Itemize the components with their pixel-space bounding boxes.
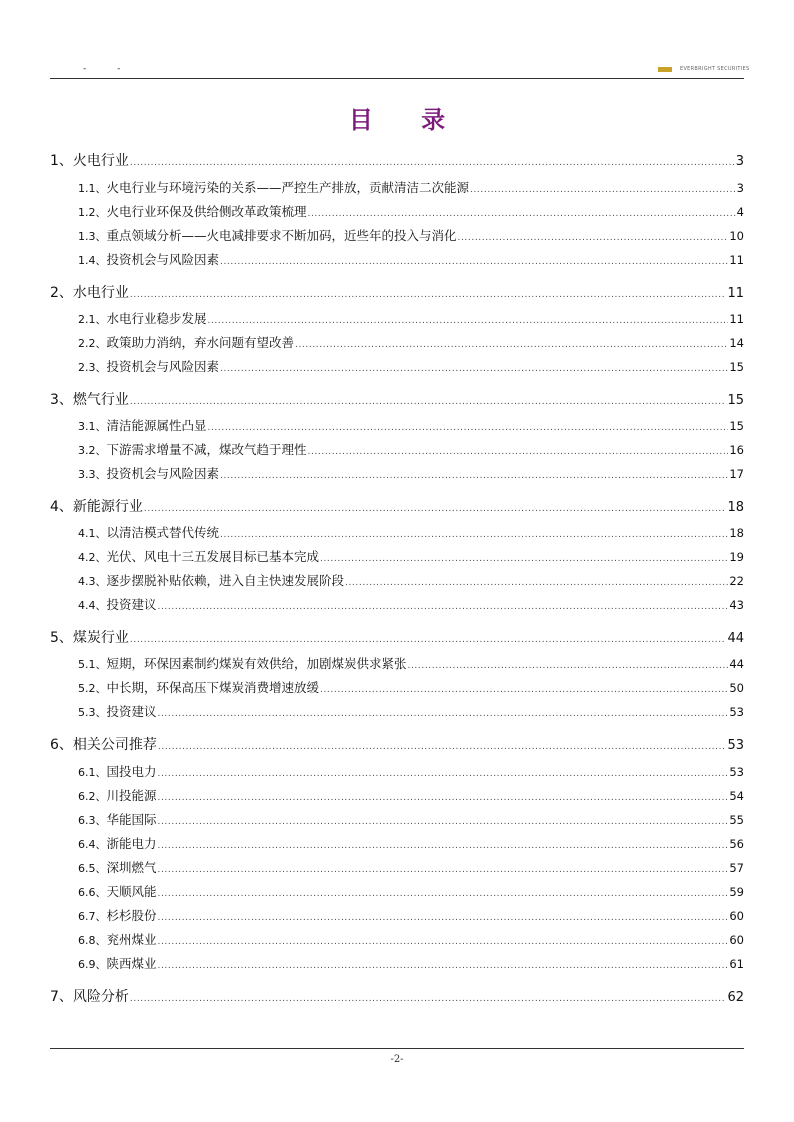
toc-entry-number: 6.6、 bbox=[78, 886, 107, 899]
toc-entry-number: 3.1、 bbox=[78, 420, 107, 433]
toc-dot-leader bbox=[158, 961, 729, 971]
toc-dot-leader bbox=[158, 742, 727, 752]
toc-entry-title: 杉杉股份 bbox=[106, 908, 157, 923]
toc-section-entry[interactable] bbox=[78, 930, 744, 948]
toc-entry-page: 15 bbox=[729, 419, 744, 433]
toc-entry-title: 新能源行业 bbox=[72, 499, 143, 515]
toc-dot-leader bbox=[158, 841, 729, 851]
toc-section-entry[interactable] bbox=[78, 858, 744, 876]
toc-dot-leader bbox=[158, 913, 729, 923]
toc-entry-title: 光伏、风电十三五发展目标已基本完成 bbox=[106, 549, 320, 564]
toc-entry-title: 火电行业环保及供给侧改革政策梳理 bbox=[106, 204, 307, 219]
toc-section-entry[interactable] bbox=[78, 309, 744, 327]
toc-dot-leader bbox=[158, 889, 729, 899]
toc-entry-page: 15 bbox=[727, 393, 744, 408]
toc-entry-page: 18 bbox=[727, 500, 744, 515]
toc-entry-title: 相关公司推荐 bbox=[72, 737, 157, 753]
toc-entry-title: 投资机会与风险因素 bbox=[106, 252, 220, 267]
toc-entry-number: 1.1、 bbox=[78, 182, 107, 195]
toc-entry-page: 43 bbox=[729, 598, 744, 612]
toc-entry-title: 煤炭行业 bbox=[72, 630, 129, 646]
toc-entry-number: 5.3、 bbox=[78, 706, 107, 719]
toc-entry-title: 水电行业稳步发展 bbox=[106, 311, 207, 326]
toc-section-entry[interactable] bbox=[78, 702, 744, 720]
toc-dot-leader bbox=[130, 397, 727, 407]
toc-entry-title: 国投电力 bbox=[106, 764, 157, 779]
toc-section-entry[interactable] bbox=[78, 810, 744, 828]
page-number: -2- bbox=[390, 1054, 404, 1065]
toc-entry-title: 川投能源 bbox=[106, 788, 157, 803]
toc-entry-number: 6.9、 bbox=[78, 958, 107, 971]
toc-entry-number: 1.2、 bbox=[78, 206, 107, 219]
toc-dot-leader bbox=[345, 578, 728, 588]
toc-entry-number: 5.1、 bbox=[78, 658, 107, 671]
toc-entry-number: 2、 bbox=[50, 285, 73, 301]
toc-entry-title: 华能国际 bbox=[106, 812, 157, 827]
toc-dot-leader bbox=[158, 709, 729, 719]
toc-entry-page: 56 bbox=[729, 837, 744, 851]
toc-dot-leader bbox=[220, 530, 728, 540]
toc-entry-number: 4.1、 bbox=[78, 527, 107, 540]
toc-section-entry[interactable] bbox=[78, 178, 744, 196]
toc-entry-page: 11 bbox=[727, 286, 744, 301]
toc-dot-leader bbox=[130, 290, 727, 300]
toc-chapter-entry[interactable] bbox=[50, 282, 744, 302]
toc-entry-title: 水电行业 bbox=[72, 285, 129, 301]
toc-entry-number: 6.8、 bbox=[78, 934, 107, 947]
toc-entry-page: 60 bbox=[729, 933, 744, 947]
toc-chapter-entry[interactable] bbox=[50, 627, 744, 647]
header-marks: - - bbox=[83, 64, 135, 74]
toc-dot-leader bbox=[158, 865, 729, 875]
toc-section-entry[interactable] bbox=[78, 357, 744, 375]
toc-entry-title: 深圳燃气 bbox=[106, 860, 157, 875]
toc-dot-leader bbox=[130, 158, 735, 168]
toc-entry-page: 3 bbox=[735, 154, 744, 169]
toc-dot-leader bbox=[208, 423, 729, 433]
toc-section-entry[interactable] bbox=[78, 954, 744, 972]
toc-entry-title: 投资建议 bbox=[106, 704, 157, 719]
toc-chapter-entry[interactable] bbox=[50, 734, 744, 754]
toc-entry-title: 中长期，环保高压下煤炭消费增速放缓 bbox=[106, 680, 320, 695]
toc-entry-page: 59 bbox=[729, 885, 744, 899]
toc-entry-number: 3.3、 bbox=[78, 468, 107, 481]
toc-entry-number: 3、 bbox=[50, 392, 73, 408]
toc-dot-leader bbox=[308, 209, 736, 219]
toc-dot-leader bbox=[130, 635, 727, 645]
toc-dot-leader bbox=[308, 447, 729, 457]
toc-section-entry[interactable] bbox=[78, 595, 744, 613]
toc-entry-number: 6.3、 bbox=[78, 814, 107, 827]
toc-entry-page: 44 bbox=[729, 657, 744, 671]
toc-entry-number: 6.1、 bbox=[78, 766, 107, 779]
toc-dot-leader bbox=[220, 364, 728, 374]
toc-entry-title: 短期，环保因素制约煤炭有效供给，加剧煤炭供求紧张 bbox=[106, 656, 407, 671]
toc-entry-page: 53 bbox=[729, 705, 744, 719]
logo-text: EVERBRIGHT SECURITIES bbox=[680, 66, 750, 72]
toc-entry-title: 风险分析 bbox=[72, 989, 129, 1005]
toc-entry-page: 44 bbox=[727, 631, 744, 646]
toc-section-entry[interactable] bbox=[78, 464, 744, 482]
toc-dot-leader bbox=[295, 340, 728, 350]
toc-chapter-entry[interactable] bbox=[50, 496, 744, 516]
toc-entry-number: 1.4、 bbox=[78, 254, 107, 267]
toc-entry-number: 2.1、 bbox=[78, 313, 107, 326]
toc-entry-title: 兖州煤业 bbox=[106, 932, 157, 947]
toc-entry-page: 55 bbox=[729, 813, 744, 827]
toc-entry-page: 17 bbox=[729, 467, 744, 481]
toc-entry-number: 6、 bbox=[50, 737, 73, 753]
toc-entry-page: 53 bbox=[729, 765, 744, 779]
toc-section-entry[interactable] bbox=[78, 762, 744, 780]
toc-section-entry[interactable] bbox=[78, 547, 744, 565]
toc-entry-number: 7、 bbox=[50, 989, 73, 1005]
toc-entry-number: 5、 bbox=[50, 630, 73, 646]
page-title: 目 录 bbox=[348, 106, 466, 134]
toc-dot-leader bbox=[408, 661, 729, 671]
toc-section-entry[interactable] bbox=[78, 250, 744, 268]
toc-entry-number: 5.2、 bbox=[78, 682, 107, 695]
toc-dot-leader bbox=[458, 233, 729, 243]
toc-entry-page: 53 bbox=[727, 738, 744, 753]
toc-dot-leader bbox=[158, 769, 729, 779]
toc-dot-leader bbox=[158, 602, 729, 612]
toc-dot-leader bbox=[208, 316, 729, 326]
toc-dot-leader bbox=[220, 257, 728, 267]
toc-section-entry[interactable] bbox=[78, 882, 744, 900]
header-rule bbox=[50, 78, 744, 79]
toc-entry-title: 下游需求增量不减，煤改气趋于理性 bbox=[106, 442, 307, 457]
toc-entry-page: 3 bbox=[736, 181, 744, 195]
toc-entry-title: 逐步摆脱补贴依赖，进入自主快速发展阶段 bbox=[106, 573, 345, 588]
toc-section-entry[interactable] bbox=[78, 416, 744, 434]
toc-dot-leader bbox=[220, 471, 728, 481]
toc-entry-number: 1.3、 bbox=[78, 230, 107, 243]
toc-entry-page: 54 bbox=[729, 789, 744, 803]
toc-entry-page: 50 bbox=[729, 681, 744, 695]
toc-entry-title: 陕西煤业 bbox=[106, 956, 157, 971]
toc-entry-number: 4.2、 bbox=[78, 551, 107, 564]
toc-dot-leader bbox=[158, 817, 729, 827]
toc-section-entry[interactable] bbox=[78, 226, 744, 244]
toc-section-entry[interactable] bbox=[78, 906, 744, 924]
toc-section-entry[interactable] bbox=[78, 678, 744, 696]
toc-entry-page: 4 bbox=[736, 205, 744, 219]
toc-section-entry[interactable] bbox=[78, 333, 744, 351]
toc-entry-title: 以清洁模式替代传统 bbox=[106, 525, 220, 540]
toc-section-entry[interactable] bbox=[78, 571, 744, 589]
toc-entry-title: 火电行业 bbox=[72, 153, 129, 169]
toc-entry-page: 60 bbox=[729, 909, 744, 923]
toc-section-entry[interactable] bbox=[78, 654, 744, 672]
toc-entry-title: 天顺风能 bbox=[106, 884, 157, 899]
toc-entry-page: 22 bbox=[729, 574, 744, 588]
toc-entry-title: 投资建议 bbox=[106, 597, 157, 612]
toc-entry-page: 16 bbox=[729, 443, 744, 457]
toc-entry-title: 政策助力消纳，弃水问题有望改善 bbox=[106, 335, 295, 350]
toc-dot-leader bbox=[144, 504, 727, 514]
toc-chapter-entry[interactable] bbox=[50, 389, 744, 409]
toc-chapter-entry[interactable] bbox=[50, 150, 744, 170]
toc-entry-page: 19 bbox=[729, 550, 744, 564]
toc-dot-leader bbox=[158, 793, 729, 803]
toc-section-entry[interactable] bbox=[78, 523, 744, 541]
toc-entry-title: 浙能电力 bbox=[106, 836, 157, 851]
toc-dot-leader bbox=[158, 937, 729, 947]
toc-chapter-entry[interactable] bbox=[50, 986, 744, 1006]
toc-dot-leader bbox=[320, 685, 728, 695]
toc-entry-number: 6.5、 bbox=[78, 862, 107, 875]
toc-entry-number: 6.2、 bbox=[78, 790, 107, 803]
toc-entry-number: 6.4、 bbox=[78, 838, 107, 851]
toc-entry-number: 4.4、 bbox=[78, 599, 107, 612]
toc-entry-number: 2.2、 bbox=[78, 337, 107, 350]
toc-dot-leader bbox=[470, 185, 736, 195]
logo-icon bbox=[658, 67, 672, 72]
toc-entry-page: 11 bbox=[729, 312, 744, 326]
toc-entry-title: 投资机会与风险因素 bbox=[106, 466, 220, 481]
toc-entry-number: 1、 bbox=[50, 153, 73, 169]
toc-entry-number: 4.3、 bbox=[78, 575, 107, 588]
toc-entry-title: 燃气行业 bbox=[72, 392, 129, 408]
toc-entry-page: 61 bbox=[729, 957, 744, 971]
toc-entry-page: 10 bbox=[729, 229, 744, 243]
toc-entry-page: 18 bbox=[729, 526, 744, 540]
toc-entry-title: 清洁能源属性凸显 bbox=[106, 418, 207, 433]
toc-entry-page: 11 bbox=[729, 253, 744, 267]
toc-entry-number: 6.7、 bbox=[78, 910, 107, 923]
toc-section-entry[interactable] bbox=[78, 834, 744, 852]
toc-section-entry[interactable] bbox=[78, 786, 744, 804]
toc-section-entry[interactable] bbox=[78, 202, 744, 220]
toc-entry-page: 62 bbox=[727, 990, 744, 1005]
toc-entry-title: 火电行业与环境污染的关系——严控生产排放，贡献清洁二次能源 bbox=[106, 180, 470, 195]
toc-entry-number: 3.2、 bbox=[78, 444, 107, 457]
toc-entry-number: 4、 bbox=[50, 499, 73, 515]
footer-rule bbox=[50, 1048, 744, 1049]
toc-entry-title: 投资机会与风险因素 bbox=[106, 359, 220, 374]
toc-entry-title: 重点领域分析——火电减排要求不断加码，近些年的投入与消化 bbox=[106, 228, 457, 243]
toc-entry-page: 57 bbox=[729, 861, 744, 875]
toc-entry-page: 14 bbox=[729, 336, 744, 350]
toc-entry-number: 2.3、 bbox=[78, 361, 107, 374]
toc-entry-page: 15 bbox=[729, 360, 744, 374]
toc-dot-leader bbox=[320, 554, 728, 564]
toc-dot-leader bbox=[130, 994, 727, 1004]
toc-section-entry[interactable] bbox=[78, 440, 744, 458]
